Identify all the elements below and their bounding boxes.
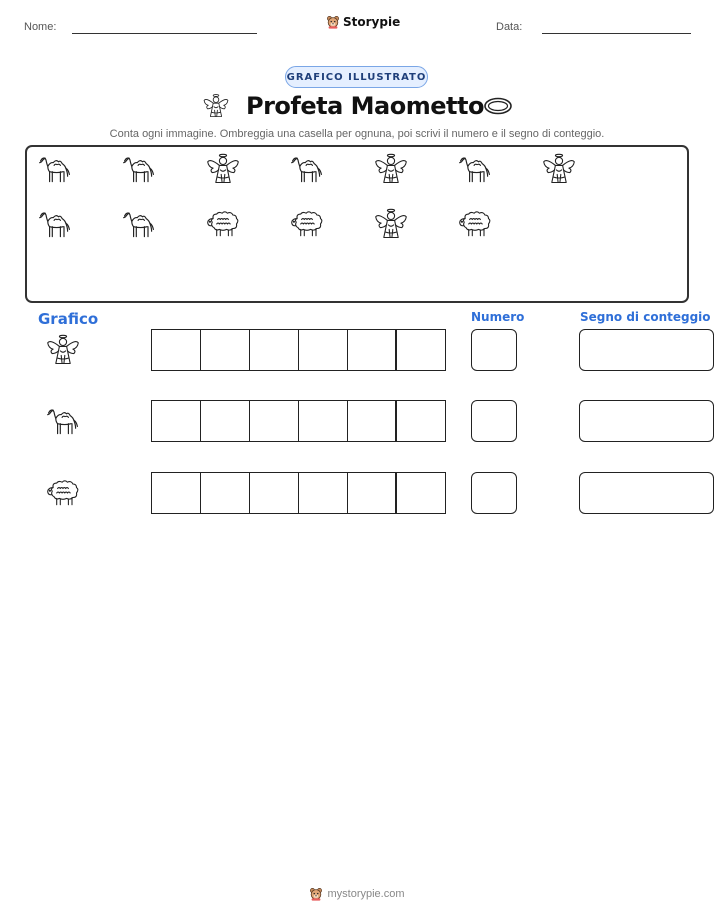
shading-cell[interactable] (395, 472, 445, 514)
name-line[interactable] (72, 33, 257, 34)
shading-cell[interactable] (298, 472, 348, 514)
instructions: Conta ogni immagine. Ombreggia una casella per ognuna, poi scrivi il numero e il segno di conteggio. (109, 128, 605, 140)
shading-cell[interactable] (151, 329, 201, 371)
camel-icon (37, 152, 73, 186)
worksheet-type-badge: GRAFICO ILLUSTRATO (285, 66, 428, 88)
shading-cell[interactable] (151, 400, 201, 442)
sheep-icon (205, 207, 241, 241)
sheep-icon (45, 476, 81, 510)
angel-icon (205, 152, 241, 186)
angel-icon (45, 333, 81, 367)
shading-cell[interactable] (395, 400, 445, 442)
footer-site[interactable]: mystorypie.com (327, 888, 405, 900)
ring-icon (483, 96, 513, 116)
page-title: Profeta Maometto (246, 92, 484, 120)
angel-icon (373, 152, 409, 186)
brand-name: Storypie (343, 15, 401, 29)
shading-cell[interactable] (347, 329, 397, 371)
number-box[interactable] (471, 472, 517, 514)
tally-box[interactable] (579, 400, 714, 442)
sheep-icon (457, 207, 493, 241)
tally-box[interactable] (579, 472, 714, 514)
shading-cell[interactable] (249, 400, 299, 442)
angel-icon (373, 207, 409, 241)
shading-cell[interactable] (298, 400, 348, 442)
bear-icon (309, 887, 323, 901)
camel-icon (121, 207, 157, 241)
shading-cell[interactable] (249, 329, 299, 371)
tally-box[interactable] (579, 329, 714, 371)
angel-icon (541, 152, 577, 186)
graph-heading: Grafico (38, 310, 99, 328)
tally-heading: Segno di conteggio (580, 310, 711, 324)
shading-cell[interactable] (298, 329, 348, 371)
camel-icon (121, 152, 157, 186)
shading-cell[interactable] (347, 400, 397, 442)
bear-icon (326, 15, 340, 29)
brand-logo (326, 15, 400, 29)
shading-cell[interactable] (151, 472, 201, 514)
shading-cell[interactable] (395, 329, 445, 371)
camel-icon (45, 404, 81, 438)
name-label: Nome: (24, 21, 57, 33)
number-heading: Numero (471, 310, 525, 324)
angel-icon (202, 92, 230, 120)
shading-cells-angel (151, 329, 444, 371)
sheep-icon (289, 207, 325, 241)
footer (0, 887, 714, 901)
number-box[interactable] (471, 329, 517, 371)
shading-cells-sheep (151, 472, 444, 514)
shading-cell[interactable] (347, 472, 397, 514)
date-line[interactable] (542, 33, 691, 34)
camel-icon (37, 207, 73, 241)
camel-icon (457, 152, 493, 186)
shading-cell[interactable] (200, 472, 250, 514)
shading-cell[interactable] (200, 400, 250, 442)
date-label: Data: (496, 21, 523, 33)
shading-cell[interactable] (249, 472, 299, 514)
number-box[interactable] (471, 400, 517, 442)
shading-cell[interactable] (200, 329, 250, 371)
shading-cells-camel (151, 400, 444, 442)
camel-icon (289, 152, 325, 186)
